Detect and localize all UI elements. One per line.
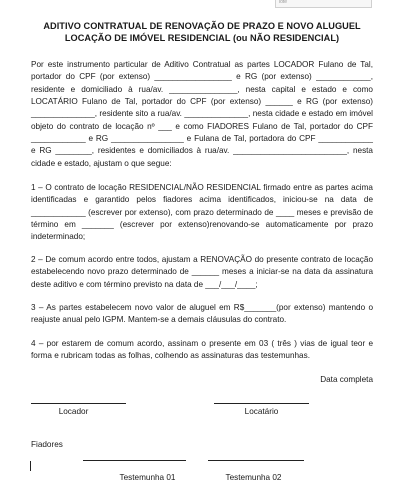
locador-signature-line <box>31 403 126 404</box>
testemunha-1-label: Testemunha 01 <box>119 473 176 482</box>
intro-paragraph: Por este instrumento particular de Aditivo Contratual as partes LOCADOR Fulano de Tal, portador do CPF (por extenso) _________________ e RG (por extenso) ____________, residente e domiciliado à rua/av. _______________, nesta capital e estado e como LOCATÁRIO Fulano de Tal, portador do CPF (por extenso) ______ e RG (por extenso) ______________, residente sito a rua/av. ______________, nesta cidade e estado em imóvel objeto do contrato de locação nº ___ e como FIADORES Fulano de Tal, portador do CPF ____________ e RG ________________ e Fulana de Tal, portadora do CPF ____________ e RG ________, residentes e domiciliados à rua/av. _________________________, nesta cidade e estado, ajustam o que segue: <box>31 60 373 168</box>
document-title-line-2: LOCAÇÃO DE IMÓVEL RESIDENCIAL (ou NÃO RESIDENCIAL) <box>64 33 340 43</box>
fiadores-label: Fiadores <box>31 440 63 449</box>
testemunha-2-label: Testemunha 02 <box>225 473 282 482</box>
clause-2-paragraph: 2 – De comum acordo entre todos, ajustam a RENOVAÇÃO do presente contrato de locação estabelecendo novo prazo determinado de ______ meses a iniciar-se na data da assinatura deste aditivo e com término previsto na data de ___/___/____; <box>31 254 373 289</box>
date-label: Data completa <box>320 375 373 384</box>
locatario-label: Locatário <box>244 407 279 416</box>
clause-3-paragraph: 3 – As partes estabelecem novo valor de aluguel em R$_______(por extenso) mantendo o reajuste anual pelo IGPM. Mantem-se a demais cláusulas do contrato. <box>31 302 373 325</box>
locatario-signature-line <box>214 403 309 404</box>
clause-4-paragraph: 4 – por estarem de comum acordo, assinam o presente em 03 ( três ) vias de igual teor e forma e rubricam todas as folhas, colhendo as assinaturas das testemunhas. <box>31 338 373 360</box>
stamp-text: lote <box>279 0 288 5</box>
testemunha-2-signature-line <box>208 460 304 461</box>
clause-1-paragraph: 1 – O contrato de locação RESIDENCIAL/NÃO RESIDENCIAL firmado entre as partes acima identificadas e garantido pelos fiadores acima identificados, iniciou-se na data de ____________ (escrever por extenso), com prazo determinado de ____ meses e previsão de término em _______ (escrever por extenso)renovando-se automaticamente por prazo indeterminado; <box>31 183 373 242</box>
text-cursor <box>30 461 31 471</box>
locador-label: Locador <box>58 407 89 416</box>
header-stamp <box>275 0 372 8</box>
document-title-line-1: ADITIVO CONTRATUAL DE RENOVAÇÃO DE PRAZO E NOVO ALUGUEL <box>43 21 361 31</box>
document-page <box>31 20 373 384</box>
testemunha-1-signature-line <box>83 460 186 461</box>
